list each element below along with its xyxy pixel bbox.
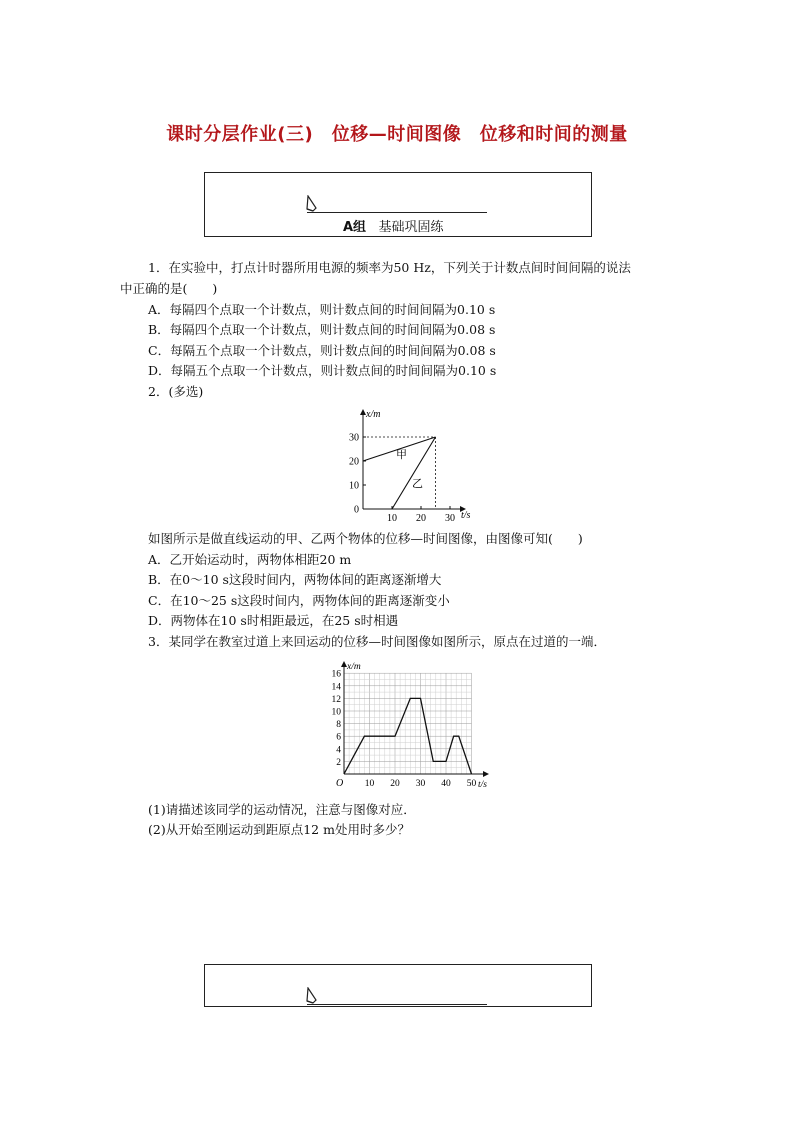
- q1-option-a: A．每隔四个点取一个计数点，则计数点间的时间间隔为0.10 s: [148, 302, 496, 317]
- chart1-x-tick-label: 30: [445, 513, 455, 523]
- pencil-icon: [305, 987, 319, 1009]
- chart1-series-jia-label: 甲: [396, 449, 407, 461]
- q1-option-b: B．每隔四个点取一个计数点，则计数点间的时间间隔为0.08 s: [148, 322, 496, 337]
- chart1-xlabel: t/s: [461, 510, 471, 521]
- q3-sub1: (1)请描述该同学的运动情况，注意与图像对应．: [148, 802, 416, 817]
- pencil-icon: [305, 195, 319, 217]
- q2-option-a: A．乙开始运动时，两物体相距20 m: [148, 552, 352, 567]
- chart2-x-tick-label: 10: [364, 779, 375, 789]
- chart2-y-tick-label: 16: [331, 669, 341, 680]
- chart2-y-tick-label: 4: [336, 745, 341, 756]
- q1-option-d: D．每隔五个点取一个计数点，则计数点间的时间间隔为0.10 s: [148, 363, 497, 378]
- chart2-x-tick-label: 40: [441, 779, 451, 789]
- chart1-ylabel: x/m: [366, 409, 381, 420]
- section-footer-box: [204, 964, 592, 1007]
- q1-stem-line1: 1．在实验中，打点计时器所用电源的频率为50 Hz，下列关于计数点间时间间隔的说法: [148, 260, 631, 275]
- chart1-y-tick-label: 20: [349, 456, 359, 468]
- q2-option-b: B．在0～10 s这段时间内，两物体间的距离逐渐增大: [148, 572, 442, 587]
- section-header-box: [204, 172, 592, 237]
- chart2-ylabel: x/m: [347, 662, 361, 672]
- chart2-y-tick-label: 8: [336, 720, 341, 731]
- group-name: 基础巩固练: [378, 220, 444, 235]
- q2-stem: 2．(多选): [148, 384, 204, 399]
- group-title: [343, 216, 483, 235]
- chart2-x-tick-label: 30: [415, 779, 426, 789]
- q2-caption: 如图所示是做直线运动的甲、乙两个物体的位移—时间图像，由图像可知( ): [148, 531, 583, 546]
- chart1-y-tick-label: 30: [349, 432, 359, 444]
- q2-option-c: C．在10～25 s这段时间内，两物体间的距离逐渐变小: [148, 593, 450, 608]
- chart-xt-1: [340, 405, 490, 523]
- section-underline: [307, 1004, 487, 1005]
- chart1-x-tick-label: 20: [416, 513, 426, 523]
- q3-sub2: (2)从开始至刚运动到距原点12 m处用时多少？: [148, 822, 410, 837]
- q1-stem-line2: 中正确的是( ): [120, 281, 218, 296]
- q3-stem: 3．某同学在教室过道上来回运动的位移—时间图像如图所示，原点在过道的一端．: [148, 634, 606, 649]
- chart2-x-tick-label: 50: [466, 779, 477, 789]
- chart1-y-tick-label: 0: [354, 504, 359, 516]
- q2-option-d: D．两物体在10 s时相距最远，在25 s时相遇: [148, 613, 399, 628]
- chart2-y-tick-label: 10: [331, 707, 341, 718]
- chart2-origin-label: O: [336, 778, 344, 789]
- chart1-series-yi-label: 乙: [412, 478, 423, 490]
- chart2-y-tick-label: 14: [331, 682, 341, 693]
- section-underline: [307, 212, 487, 213]
- chart2-y-tick-label: 12: [331, 694, 341, 705]
- chart1-x-tick-label: 10: [387, 513, 397, 523]
- chart1-y-tick-label: 10: [349, 480, 359, 492]
- group-label: A组: [343, 220, 367, 235]
- q1-option-c: C．每隔五个点取一个计数点，则计数点间的时间间隔为0.08 s: [148, 343, 496, 358]
- page-title: 课时分层作业(三) 位移—时间图像 位移和时间的测量: [166, 124, 628, 145]
- chart2-y-tick-label: 2: [336, 757, 341, 768]
- chart2-x-tick-label: 20: [390, 779, 400, 789]
- chart1-series-line-2: [392, 437, 436, 509]
- chart2-xlabel: t/s: [478, 780, 487, 790]
- chart-xt-2: [318, 658, 498, 794]
- chart2-y-tick-label: 6: [336, 732, 341, 743]
